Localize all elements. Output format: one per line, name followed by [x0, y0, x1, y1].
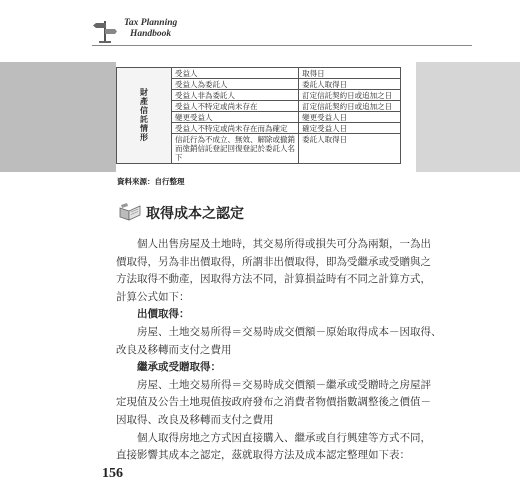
table-cell-left: 受益人非為委託人 — [172, 90, 299, 101]
table-cell-right: 變更受益人日 — [299, 112, 401, 123]
table-cell-right: 委託人取得日 — [299, 79, 401, 90]
table-cell-right: 訂定信託契約日或追加之日 — [299, 101, 401, 112]
table-cell-left: 信託行為不成立、無效、解除或撤銷而塗銷信託登記回復登記於委託人名下 — [172, 134, 299, 164]
header-rule — [92, 45, 472, 46]
subheading-inheritance: 繼承或受贈取得： — [137, 361, 221, 374]
table-cell-right: 訂定信託契約日或追加之日 — [299, 90, 401, 101]
table-cell-right: 確定受益人日 — [299, 123, 401, 134]
table-cell-left: 受益人為委託人 — [172, 79, 299, 90]
subheading-purchase: 出價取得： — [137, 308, 190, 321]
formula-line: 定現值及公告土地現值按政府發布之消費者物價指數調整後之價值－ — [116, 396, 431, 409]
table-cell-left: 受益人不特定或尚未存在而為確定 — [172, 123, 299, 134]
table-category-label: 財產信託情形 — [139, 87, 149, 142]
paragraph-line: 個人出售房屋及土地時，其交易所得或損失可分為兩類，一為出 — [137, 238, 431, 250]
formula-line: 因取得、改良及移轉而支付之費用 — [116, 413, 274, 426]
paragraph-line: 個人取得房地之方式因直接購入、繼承或自行興建等方式不同， — [137, 431, 431, 444]
table-cell-left: 受益人不特定或尚未存在 — [172, 101, 299, 112]
open-book-icon — [118, 202, 142, 222]
table-cell-right: 取得日 — [299, 68, 401, 79]
book-title-line2: Handbook — [130, 29, 172, 39]
table-cell-right: 委託人取得日 — [299, 134, 401, 164]
left-gray-band — [0, 62, 116, 172]
formula-line: 改良及移轉而支付之費用 — [116, 343, 232, 356]
paragraph-line: 價取得，另為非出價取得，所謂非出價取得，即為受繼承或受贈與之 — [116, 255, 431, 268]
table-category-cell — [117, 68, 172, 164]
table-source-note: 資料來源：自行整理 — [117, 177, 185, 186]
body-text — [116, 236, 442, 465]
table-cell-left: 受益人 — [172, 68, 299, 79]
paragraph-line: 計算公式如下： — [116, 290, 190, 303]
paragraph-line: 直接影響其成本之認定，茲就取得方法及成本認定整理如下表： — [116, 449, 410, 462]
book-title-line1: Tax Planning — [124, 18, 178, 28]
page-number: 156 — [102, 466, 123, 481]
formula-line: 房屋、土地交易所得＝交易時成交價額－繼承或受贈時之房屋評 — [137, 378, 431, 391]
trust-acquisition-table — [116, 67, 401, 164]
paragraph-line: 方法取得不動產，因取得方法不同，計算損益時有不同之計算方式， — [116, 273, 431, 286]
formula-line: 房屋、土地交易所得＝交易時成交價額－原始取得成本－因取得、 — [137, 325, 442, 338]
table-cell-left: 變更受益人 — [172, 112, 299, 123]
table-row — [117, 68, 401, 79]
signpost-logo-icon — [92, 18, 118, 44]
book-title — [124, 18, 177, 40]
section-title: 取得成本之認定 — [146, 206, 244, 222]
right-gray-band — [416, 62, 520, 172]
